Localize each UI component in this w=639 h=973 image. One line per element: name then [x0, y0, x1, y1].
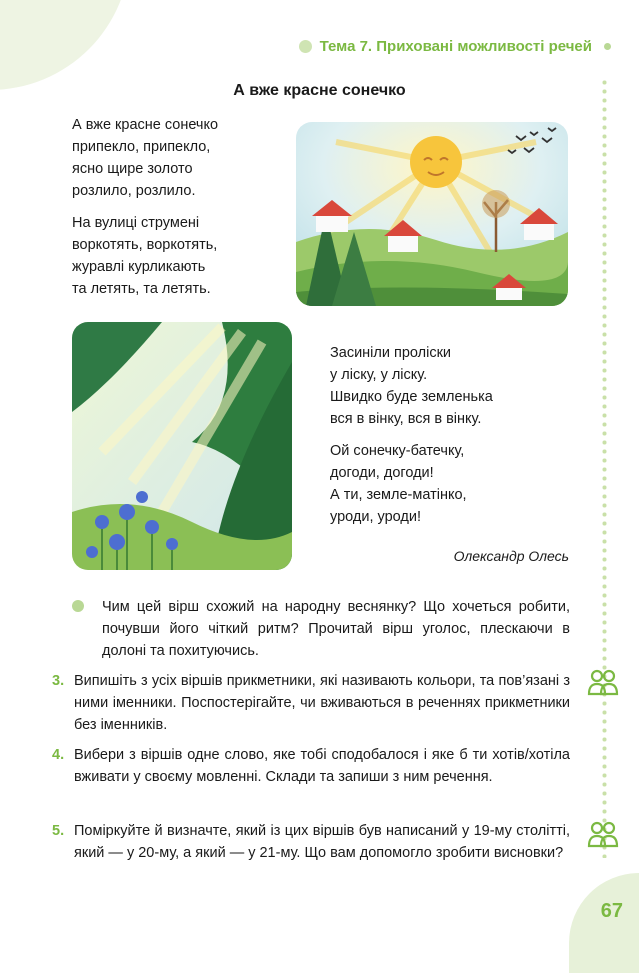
question-text: Чим цей вірш схожий на народну веснянку? Що хочеться робити, почувши його чіткий ритм? Прочитай вірш уголос, плескаючи в долоні та похитуючись.	[102, 599, 570, 659]
stanza-2	[72, 212, 218, 300]
task-number: 5.	[52, 823, 65, 839]
task-number: 3.	[52, 673, 65, 689]
task-4	[52, 744, 570, 788]
header-dot-icon	[299, 40, 312, 53]
bullet-dot-icon	[72, 600, 84, 612]
poem-line: у ліску, у ліску.	[330, 367, 428, 383]
dotted-margin-rail	[602, 78, 607, 858]
stanza-1	[72, 114, 218, 202]
pair-work-icon	[587, 668, 619, 698]
topic-header	[299, 38, 611, 55]
page-number: 67	[600, 900, 623, 922]
poem-line: Засиніли проліски	[330, 345, 452, 361]
corner-decoration	[0, 0, 130, 90]
task-number: 4.	[52, 747, 65, 763]
poem-line: Ой сонечку-батечку,	[330, 443, 465, 459]
poem-line: припекло, припекло,	[72, 139, 211, 155]
poem-line: воркотять, воркотять,	[72, 237, 218, 253]
poem-author: Олександр Олесь	[453, 548, 569, 564]
topic-title: Тема 7. Приховані можливості речей	[319, 38, 592, 55]
poem-line: На вулиці струмені	[72, 215, 200, 231]
poem-line: розлило, розлило.	[72, 183, 196, 199]
poem-column-right	[330, 342, 493, 534]
stanza-3	[330, 342, 493, 430]
forest-bluebells-illustration	[72, 322, 292, 570]
poem-title: А вже красне сонечко	[233, 82, 406, 99]
task-text: Поміркуйте й визначте, який із цих віршів був написаний у 19-му столітті, який — у 20-му, а який — у 21-му. Що вам допомогло зробити висновки?	[74, 823, 570, 861]
poem-line: Швидко буде земленька	[330, 389, 493, 405]
pair-work-icon	[587, 820, 619, 850]
poem-line: ясно щире золото	[72, 161, 193, 177]
stanza-4	[330, 440, 493, 528]
discussion-question	[76, 596, 570, 662]
page-corner-decoration	[569, 873, 639, 973]
poem-line: А вже красне сонечко	[72, 117, 219, 133]
task-5	[52, 820, 570, 864]
task-text: Випишіть з усіх віршів прикметники, які називають кольори, та пов’язані з ними іменники. Поспостерігайте, чи вживаються в реченнях прикметники без іменників.	[74, 673, 570, 733]
poem-column-left	[72, 114, 218, 306]
task-3	[52, 670, 570, 736]
poem-line: журавлі курликають	[72, 259, 206, 275]
poem-line: догоди, догоди!	[330, 465, 434, 481]
poem-line: вся в вінку, вся в вінку.	[330, 411, 482, 427]
task-text: Вибери з віршів одне слово, яке тобі сподобалося і яке б ти хотів/хотіла вживати у своєму мовленні. Склади та запиши з ним речення.	[74, 747, 570, 785]
sun-village-illustration	[296, 122, 568, 306]
poem-line: уроди, уроди!	[330, 509, 422, 525]
poem-line: А ти, земле-матінко,	[330, 487, 467, 503]
header-small-dot-icon	[604, 43, 611, 50]
poem-line: та летять, та летять.	[72, 281, 211, 297]
